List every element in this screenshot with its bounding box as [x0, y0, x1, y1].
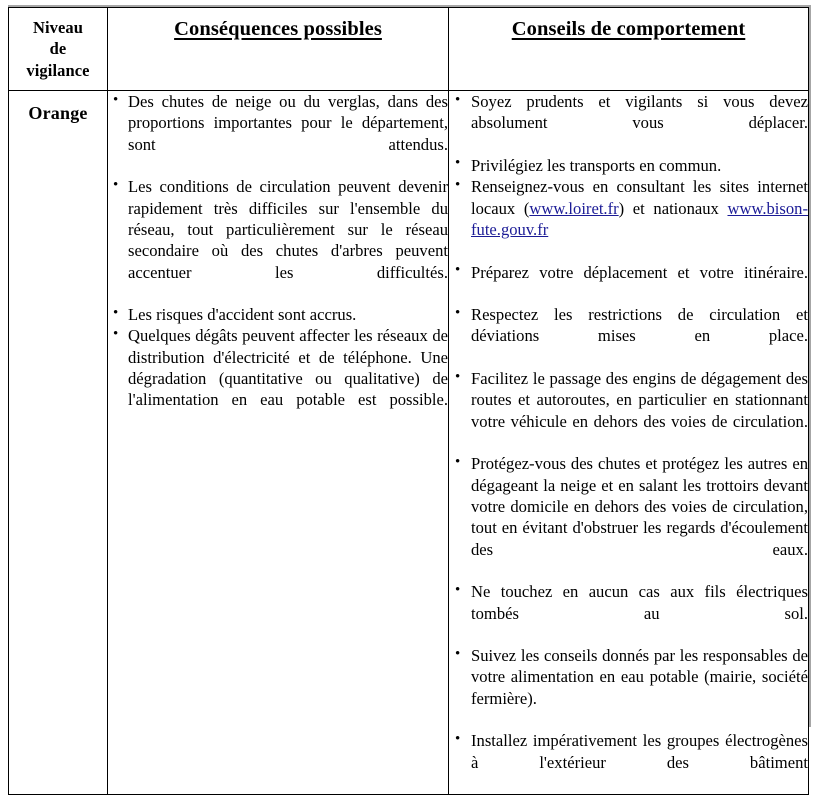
header-cell-level: [9, 8, 108, 91]
header-consequences-label: Conséquences possibles: [174, 18, 382, 40]
header-advice-label: Conseils de comportement: [511, 18, 746, 40]
status-badge-orange: Orange: [28, 103, 88, 123]
list-item-with-links: [449, 176, 808, 261]
list-item: • Des chutes de neige ou du verglas, dans des proportions importantes pour le département, sont attendus.: [108, 91, 448, 176]
cell-vigilance-level-orange: [9, 91, 108, 795]
vigilance-table: [8, 7, 809, 795]
advice-link-item-prefix: Renseignez-vous en consultant les sites internet locaux (: [471, 177, 808, 218]
table-row: [9, 91, 809, 795]
link-loiret[interactable]: www.loiret.fr: [529, 198, 619, 218]
header-level-line-1: Niveau: [32, 18, 84, 37]
list-item: • Installez impérativement les groupes électrogènes à l'extérieur des bâtiment: [449, 730, 808, 794]
list-item: • Préparez votre déplacement et votre itinéraire.: [449, 262, 808, 305]
list-item: • Soyez prudents et vigilants si vous devez absolument vous déplacer.: [449, 91, 808, 155]
header-level-line-3: vigilance: [26, 60, 90, 80]
list-item: • Respectez les restrictions de circulation et déviations mises en place.: [449, 304, 808, 368]
header-cell-advice: [449, 8, 809, 91]
advice-link-item-middle: ) et nationaux: [618, 198, 728, 218]
header-cell-consequences: [108, 8, 449, 91]
table-outer-frame: [8, 5, 811, 772]
advice-list: [449, 91, 808, 794]
consequences-list: [108, 91, 448, 432]
list-item: • Les conditions de circulation peuvent devenir rapidement très difficiles sur l'ensemble du réseau, tout particulièrement sur le réseau secondaire où des chutes d'arbres peuvent accentuer les difficultés.: [108, 176, 448, 304]
list-item: • Les risques d'accident sont accrus.: [108, 304, 448, 325]
list-item: • Protégez-vous des chutes et protégez les autres en dégageant la neige et en salant les trottoirs devant votre domicile en dehors des voies de circulation, tout en évitant d'obstruer les regards d'écoulement des eaux.: [449, 453, 808, 581]
cell-consequences: [108, 91, 449, 795]
header-level-label: [9, 8, 107, 81]
list-item: • Quelques dégâts peuvent affecter les réseaux de distribution d'électricité et de téléphone. Une dégradation (quantitative ou qualitative) de l'alimentation en eau potable est possible.: [108, 325, 448, 432]
list-item: • Privilégiez les transports en commun.: [449, 155, 808, 176]
link-bison-fute[interactable]: www.bison-fute.gouv.fr: [471, 198, 808, 239]
header-level-line-2: de: [49, 39, 67, 59]
table-header-row: [9, 8, 809, 91]
list-item: • Facilitez le passage des engins de dégagement des routes et autoroutes, en particulier en stationnant votre véhicule en dehors des voies de circulation.: [449, 368, 808, 453]
list-item: • Suivez les conseils donnés par les responsables de votre alimentation en eau potable (mairie, société fermière).: [449, 645, 808, 730]
list-item: • Ne touchez en aucun cas aux fils électriques tombés au sol.: [449, 581, 808, 645]
cell-advice: [449, 91, 809, 795]
